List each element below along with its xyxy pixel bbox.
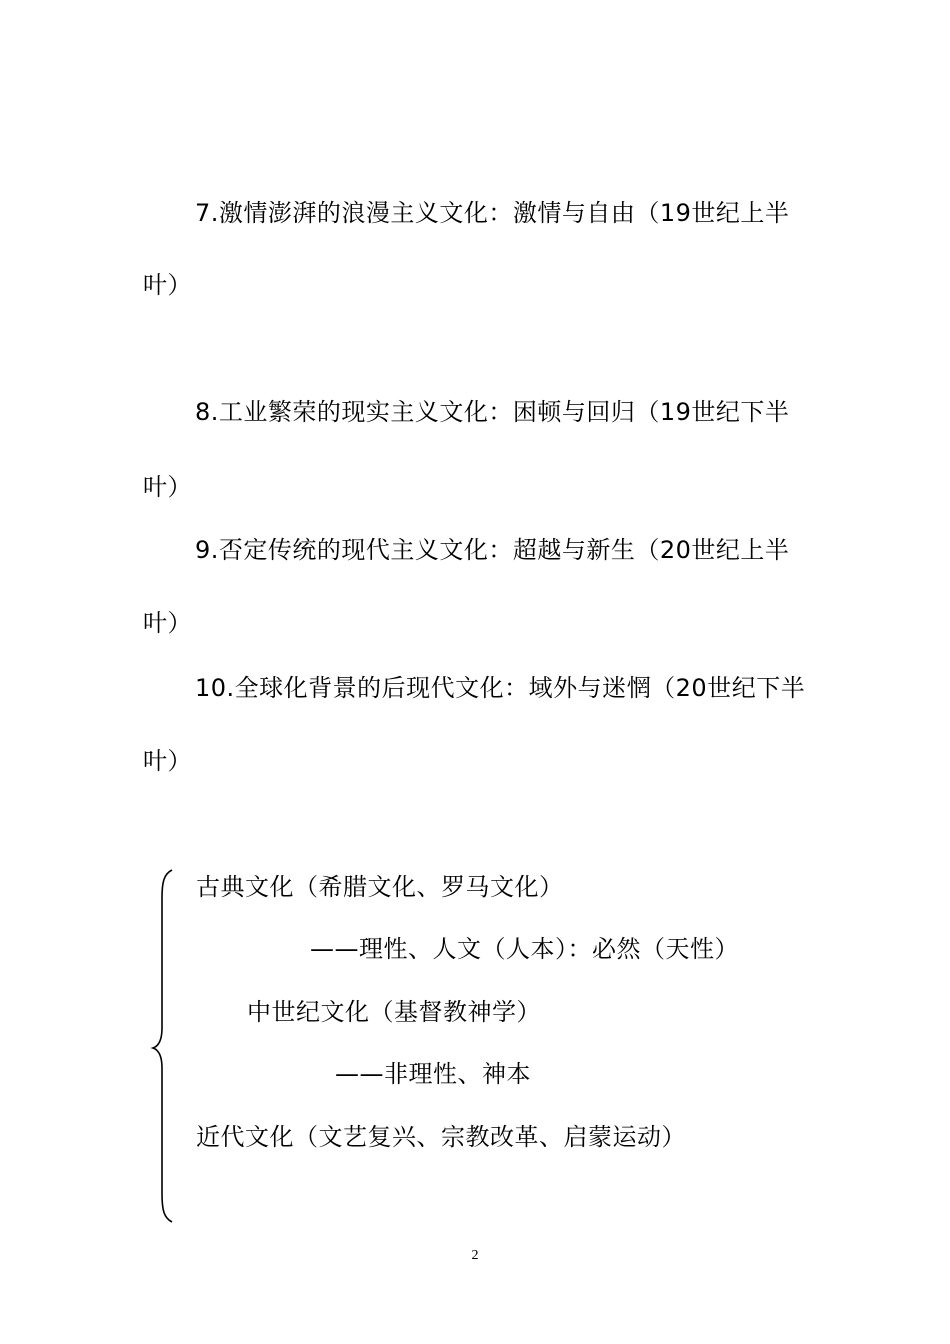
item-10-line2: 叶） — [143, 747, 192, 775]
item-7-line1: 7.激情澎湃的浪漫主义文化：激情与自由（19世纪上半 — [195, 199, 790, 227]
medieval-traits: ——非理性、神本 — [335, 1060, 531, 1088]
item-9-line2: 叶） — [143, 609, 192, 637]
item-10-line1: 10.全球化背景的后现代文化：域外与迷惘（20世纪下半 — [195, 674, 806, 702]
medieval-culture: 中世纪文化（基督教神学） — [247, 998, 541, 1026]
item-8-line2: 叶） — [143, 473, 192, 501]
classical-traits: ——理性、人文（人本）：必然（天性） — [310, 935, 739, 963]
page-number: 2 — [471, 1248, 479, 1263]
item-9-line1: 9.否定传统的现代主义文化：超越与新生（20世纪上半 — [195, 536, 790, 564]
item-7-line2: 叶） — [143, 271, 192, 299]
curly-brace-icon — [150, 868, 180, 1224]
classical-culture: 古典文化（希腊文化、罗马文化） — [196, 873, 564, 901]
modern-culture: 近代文化（文艺复兴、宗教改革、启蒙运动） — [196, 1123, 686, 1151]
item-8-line1: 8.工业繁荣的现实主义文化：困顿与回归（19世纪下半 — [195, 398, 790, 426]
